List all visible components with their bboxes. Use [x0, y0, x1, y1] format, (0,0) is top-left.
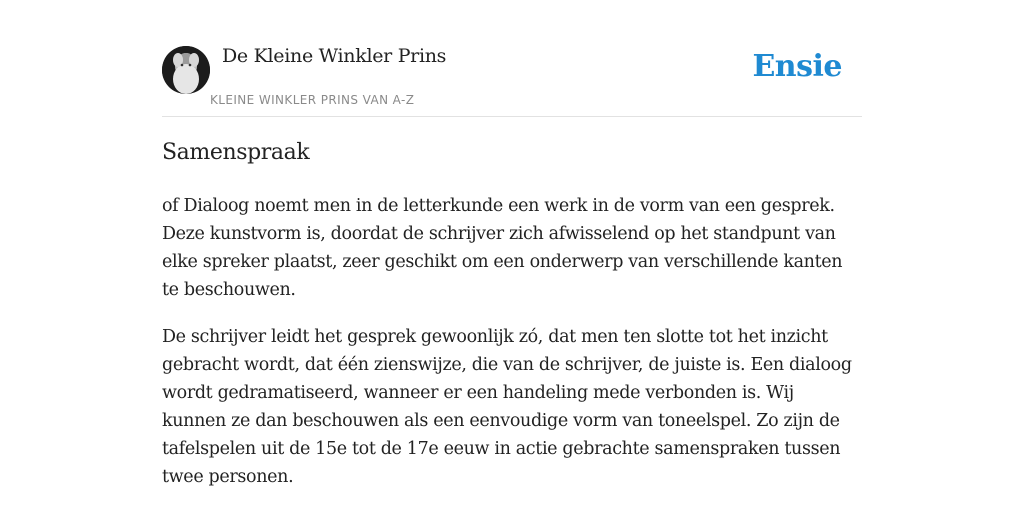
author-avatar[interactable] — [162, 46, 210, 94]
article-body — [162, 192, 862, 510]
portrait-image — [162, 46, 210, 94]
article-paragraph: De schrijver leidt het gesprek gewoonlijk zó, dat men ten slotte tot het inzicht gebracht wordt, dat één zienswijze, die van de schrijver, de juiste is. Een dialoog wordt gedramatiseerd, wanneer er een handeling mede verbonden is. Wij kunnen ze dan beschouwen als een eenvoudige vorm van toneelspel. Zo zijn de tafelspelen uit de 15e tot de 17e eeuw in actie gebrachte samenspraken tussen twee personen. — [162, 327, 852, 487]
article-title: Samenspraak — [162, 140, 310, 165]
article-paragraph: of Dialoog noemt men in de letterkunde een werk in de vorm van een gesprek. Deze kunstvorm is, doordat de schrijver zich afwisselend op het standpunt van elke spreker plaatst, zeer geschikt om een onderwerp van verschillende kanten te beschouwen. — [162, 196, 843, 300]
header — [162, 0, 862, 117]
brand-logo[interactable]: Ensie — [752, 49, 842, 84]
source-subtitle[interactable]: KLEINE WINKLER PRINS VAN A-Z — [210, 93, 415, 107]
source-title[interactable]: De Kleine Winkler Prins — [222, 45, 447, 67]
